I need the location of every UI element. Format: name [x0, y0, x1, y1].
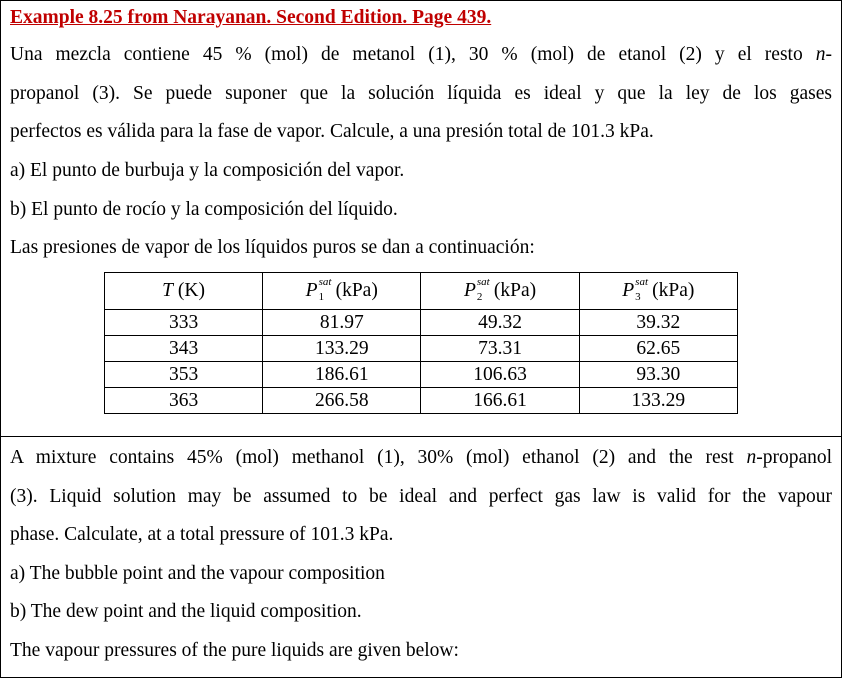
english-table-intro: The vapour pressures of the pure liquids are given below:	[10, 640, 459, 661]
english-paragraph-line-3: phase. Calculate, at a total pressure of 101.3 kPa.	[10, 524, 394, 545]
table-cell: 186.61	[263, 362, 421, 388]
english-n-propanol: n-propanol	[746, 447, 833, 468]
spanish-paragraph-line-1	[10, 43, 832, 67]
table-row	[105, 310, 738, 336]
english-paragraph-line-1	[10, 446, 832, 470]
table-row	[105, 336, 738, 362]
table-cell: 73.31	[421, 336, 579, 362]
table-cell: 266.58	[263, 388, 421, 414]
spanish-item-b: b) El punto de rocío y la composición del líquido.	[10, 199, 398, 220]
header-temperature: T (K)	[105, 273, 263, 310]
table-cell: 133.29	[579, 388, 737, 414]
spanish-item-a: a) El punto de burbuja y la composición del vapor.	[10, 160, 405, 181]
table-cell: 106.63	[421, 362, 579, 388]
table-cell: 363	[105, 388, 263, 414]
header-p1-sat: P sat 1 (kPa)	[263, 273, 421, 310]
header-p2-sat: P sat 2 (kPa)	[421, 273, 579, 310]
english-paragraph-line-2: (3). Liquid solution may be assumed to be ideal and perfect gas law is valid for the vapour	[10, 486, 832, 507]
table-header-row	[105, 273, 738, 310]
table-row	[105, 362, 738, 388]
english-item-a: a) The bubble point and the vapour composition	[10, 563, 385, 584]
section-divider	[0, 436, 842, 437]
table-cell: 39.32	[579, 310, 737, 336]
english-item-b: b) The dew point and the liquid composition.	[10, 601, 362, 622]
spanish-paragraph-line-2: propanol (3). Se puede suponer que la solución líquida es ideal y que la ley de los gases	[10, 83, 832, 104]
table-cell: 133.29	[263, 336, 421, 362]
table-cell: 81.97	[263, 310, 421, 336]
english-paragraph-text: A mixture contains 45% (mol) methanol (1), 30% (mol) ethanol (2) and the rest	[10, 447, 734, 468]
table-cell: 166.61	[421, 388, 579, 414]
vapour-pressure-table	[104, 272, 738, 414]
table-cell: 93.30	[579, 362, 737, 388]
example-title: Example 8.25 from Narayanan. Second Edition. Page 439.	[10, 7, 492, 28]
spanish-table-intro: Las presiones de vapor de los líquidos puros se dan a continuación:	[10, 237, 535, 258]
table-cell: 49.32	[421, 310, 579, 336]
spanish-paragraph-line-3: perfectos es válida para la fase de vapor. Calcule, a una presión total de 101.3 kPa.	[10, 121, 654, 142]
header-p3-sat: P sat 3 (kPa)	[579, 273, 737, 310]
table-cell: 343	[105, 336, 263, 362]
spanish-n-propanol-prefix: n-	[815, 44, 832, 65]
table-cell: 333	[105, 310, 263, 336]
spanish-paragraph-text: Una mezcla contiene 45 % (mol) de metanol (1), 30 % (mol) de etanol (2) y el resto	[10, 44, 803, 65]
table-cell: 353	[105, 362, 263, 388]
table-row	[105, 388, 738, 414]
table-cell: 62.65	[579, 336, 737, 362]
